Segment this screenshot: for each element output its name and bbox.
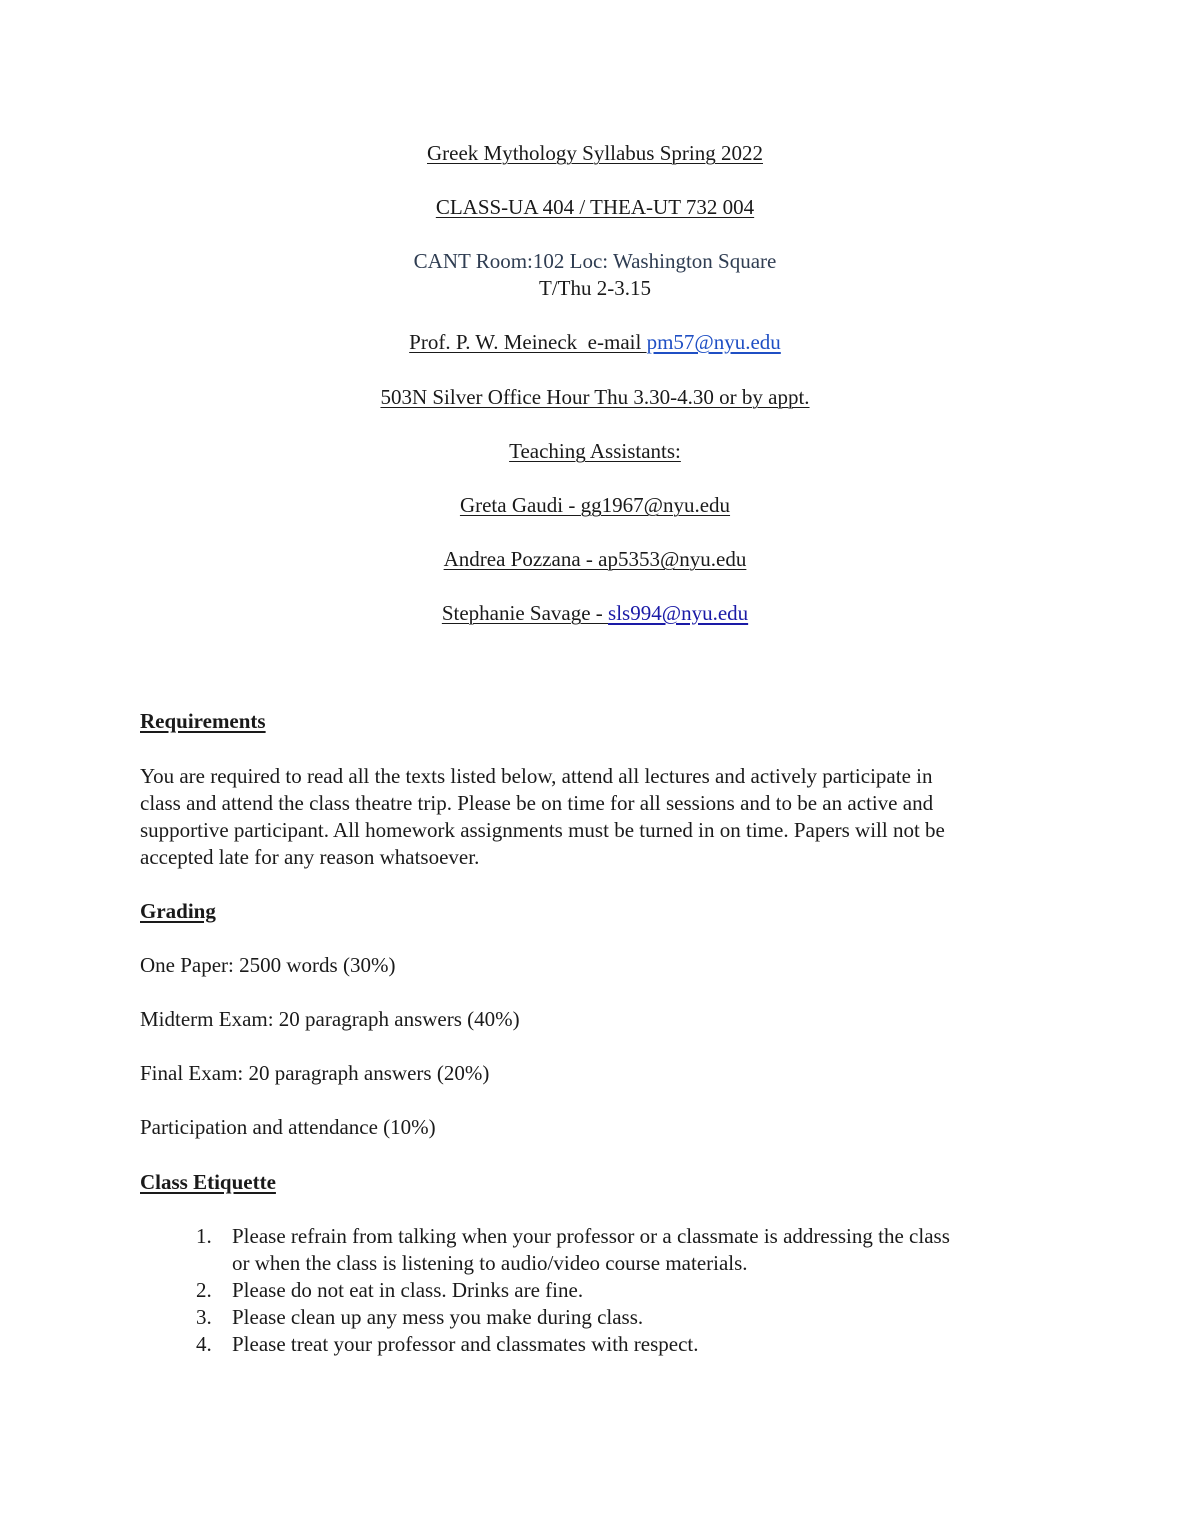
- requirements-line: You are required to read all the texts listed below, attend all lectures and actively participate in: [140, 764, 933, 788]
- professor-line: [0, 329, 1190, 356]
- ta-heading-line: [0, 438, 1190, 465]
- requirements-paragraph: [140, 763, 1050, 871]
- requirements-line: accepted late for any reason whatsoever.: [140, 845, 480, 869]
- list-number: 1.: [196, 1224, 212, 1248]
- ta-stephanie: Stephanie Savage -: [441, 601, 609, 625]
- syllabus-title: Greek Mythology Syllabus Spring 2022: [427, 141, 763, 165]
- syllabus-title-line: [0, 140, 1190, 167]
- grading-heading: Grading: [140, 899, 216, 923]
- class-schedule: T/Thu 2-3.15: [539, 276, 651, 300]
- list-text: Please clean up any mess you make during class.: [232, 1305, 644, 1329]
- ta-line: [0, 600, 1190, 627]
- list-item: [140, 1304, 1050, 1331]
- etiquette-list: [140, 1223, 1050, 1358]
- office-hours-line: [0, 384, 1190, 411]
- list-text: Please do not eat in class. Drinks are fine.: [232, 1278, 584, 1302]
- list-text: Please treat your professor and classmates with respect.: [232, 1332, 699, 1356]
- ta-greta: Greta Gaudi - gg1967@nyu.edu: [459, 493, 731, 517]
- ta-heading: Teaching Assistants:: [509, 439, 681, 463]
- requirements-line: supportive participant. All homework assignments must be turned in on time. Papers will not be: [140, 818, 945, 842]
- grading-item: Final Exam: 20 paragraph answers (20%): [140, 1061, 490, 1085]
- ta-andrea: Andrea Pozzana - ap5353@nyu.edu: [443, 547, 747, 571]
- requirements-line: class and attend the class theatre trip. Please be on time for all sessions and to be an active and: [140, 791, 934, 815]
- list-item: [140, 1223, 1050, 1277]
- grading-item: Participation and attendance (10%): [140, 1115, 436, 1139]
- ta-stephanie-email-link[interactable]: sls994@nyu.edu: [608, 601, 749, 625]
- list-item: [140, 1277, 1050, 1304]
- office-hours: 503N Silver Office Hour Thu 3.30-4.30 or by appt.: [380, 385, 810, 409]
- professor-email-link[interactable]: pm57@nyu.edu: [646, 330, 781, 354]
- class-location: CANT Room:102 Loc: Washington Square: [413, 249, 777, 273]
- list-number: 2.: [196, 1278, 212, 1302]
- list-number: 4.: [196, 1332, 212, 1356]
- course-codes-line: [0, 194, 1190, 221]
- list-item: [140, 1331, 1050, 1358]
- requirements-heading: Requirements: [140, 709, 266, 733]
- ta-line: [0, 492, 1190, 519]
- etiquette-heading: Class Etiquette: [140, 1170, 276, 1194]
- professor-name: Prof. P. W. Meineck e-mail: [409, 330, 647, 354]
- grading-item: One Paper: 2500 words (30%): [140, 953, 396, 977]
- list-text: or when the class is listening to audio/video course materials.: [232, 1251, 748, 1275]
- ta-line: [0, 546, 1190, 573]
- grading-item: Midterm Exam: 20 paragraph answers (40%): [140, 1007, 520, 1031]
- list-number: 3.: [196, 1305, 212, 1329]
- list-text: Please refrain from talking when your professor or a classmate is addressing the class: [232, 1224, 950, 1248]
- course-codes: CLASS-UA 404 / THEA-UT 732 004: [435, 195, 755, 219]
